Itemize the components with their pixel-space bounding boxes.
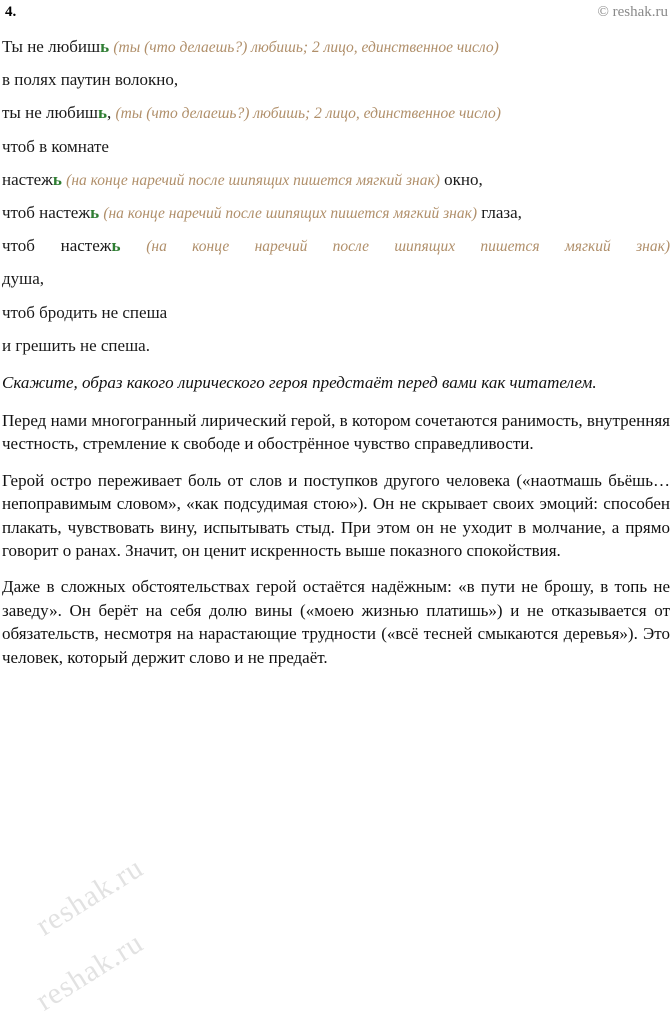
poem-line (2, 30, 670, 63)
soft-sign: ь (111, 236, 121, 256)
site-watermark: © reshak.ru (597, 4, 668, 20)
poem-line-text: в полях паутин волокно, (2, 70, 179, 90)
answer-paragraph: Герой остро переживает боль от слов и поступков другого человека («наотмашь бьёшь… непоправимым словом», «как подсудимая стою»). Он не скрывает своих эмоций: способен плакать, чувствовать вину, испытывать стыд. При этом он не уходит в молчание, а прямо говорит о ранах. Значит, он ценит искренность выше показного спокойствия. (2, 470, 670, 560)
grammar-note: (на конце наречий после шипящих пишется мягкий знак) (146, 238, 670, 256)
poem-line-text: чтоб настеж (2, 236, 112, 256)
soft-sign: ь (90, 202, 100, 222)
soft-sign: ь (100, 37, 110, 56)
grammar-note: (на конце наречий после шипящих пишется мягкий знак) (66, 171, 440, 189)
poem-block (2, 30, 670, 362)
poem-line-text: и грешить не спеша. (2, 335, 150, 355)
poem-line-text: чтоб настеж (2, 202, 91, 222)
poem-line-text: чтоб в комнате (2, 136, 109, 156)
poem-line (2, 196, 670, 229)
poem-line-text: настеж (2, 169, 53, 189)
soft-sign: ь (52, 169, 62, 189)
poem-line (2, 229, 670, 262)
answer-paragraph: Даже в сложных обстоятельствах герой остаётся надёжным: «в пути не брошу, в топь не заведу». Он берёт на себя долю вины («моею жизнью платишь») и не отказывается от обязательств, несмотря на нарастающие трудности («всё тесней смыкаются деревья»). Это человек, который держит слово и не предаёт. (2, 577, 670, 667)
poem-line (2, 262, 670, 295)
poem-line-tail: глаза, (481, 202, 522, 222)
background-watermark: reshak.ru (30, 925, 150, 1018)
poem-line (2, 63, 670, 96)
poem-line (2, 163, 670, 196)
grammar-note: (ты (что делаешь?) любишь; 2 лицо, единственное число) (113, 39, 499, 56)
page-header (2, 4, 670, 26)
poem-line (2, 329, 670, 362)
poem-line-after: , (107, 103, 112, 123)
soft-sign: ь (98, 103, 108, 123)
question-text: Скажите, образ какого лирического героя предстаёт перед вами как читателем. (2, 372, 597, 392)
poem-line-text: чтоб бродить не спеша (2, 302, 168, 322)
background-watermark: reshak.ru (30, 850, 150, 943)
poem-line-tail: окно, (444, 169, 483, 189)
answer-paragraph: Перед нами многогранный лирический герой, в котором сочетаются ранимость, внутренняя честность, стремление к свободе и обострённое чувство справедливости. (2, 410, 670, 454)
poem-line-text: ты не любиш (2, 103, 99, 123)
poem-line (2, 296, 670, 329)
grammar-note: (ты (что делаешь?) любишь; 2 лицо, единственное число) (115, 105, 501, 123)
poem-line-text: Ты не любиш (2, 37, 101, 56)
task-number: 4. (5, 4, 17, 20)
poem-line-text: душа, (2, 269, 45, 289)
poem-line (2, 130, 670, 163)
grammar-note: (на конце наречий после шипящих пишется мягкий знак) (103, 204, 478, 222)
poem-line (2, 96, 670, 129)
